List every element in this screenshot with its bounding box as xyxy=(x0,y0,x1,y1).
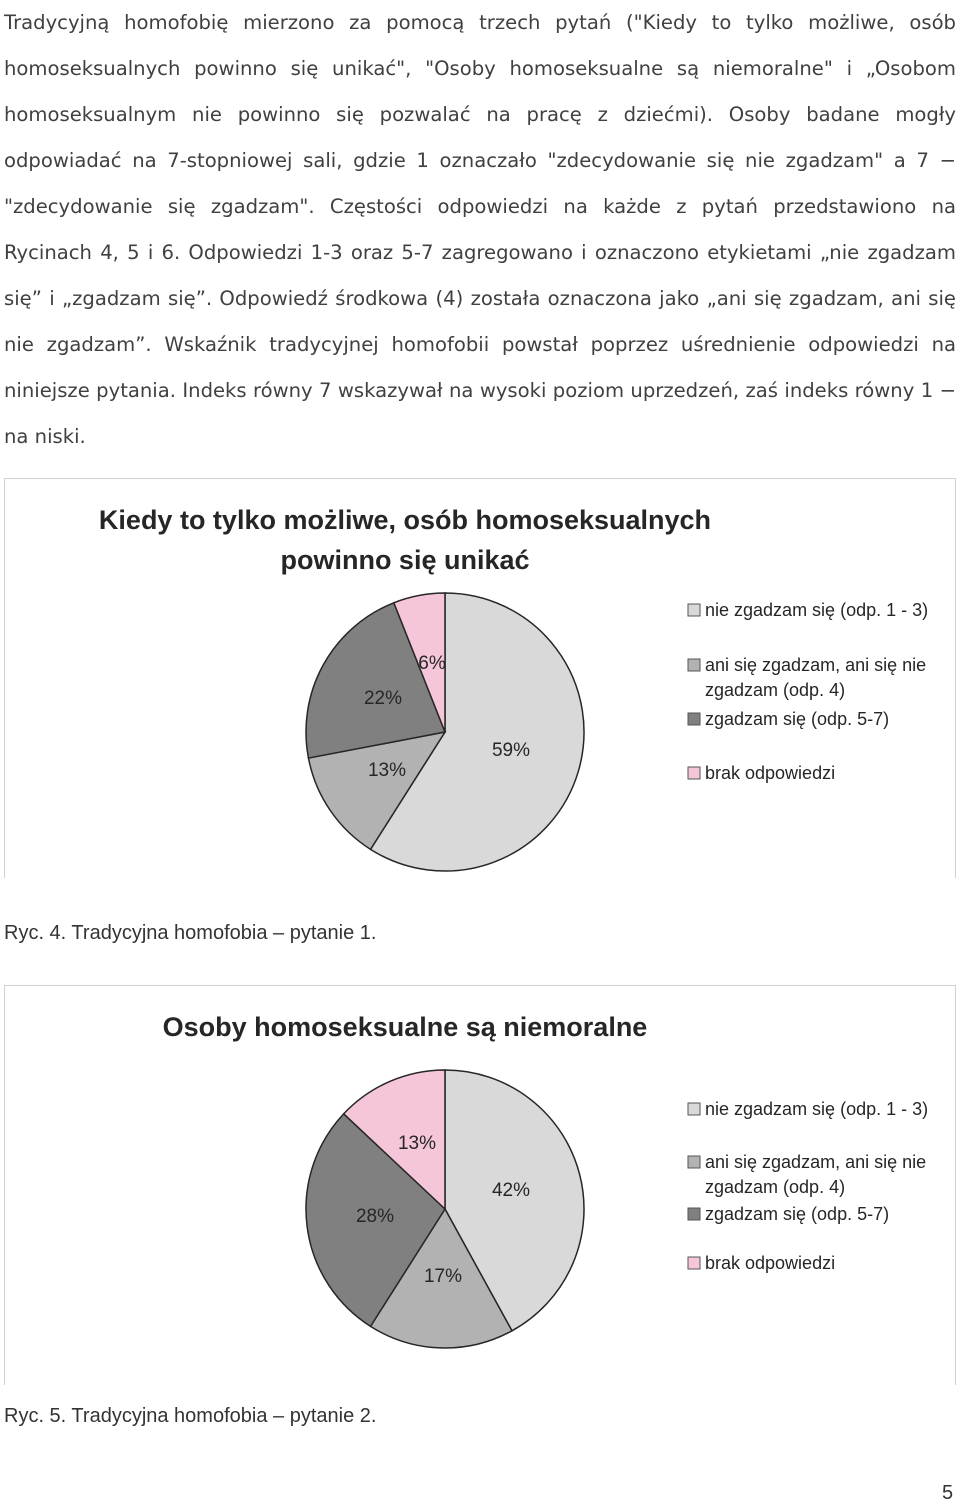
legend-swatch xyxy=(688,659,700,671)
pie-data-label: 59% xyxy=(491,740,531,761)
pie-chart-1 xyxy=(5,479,955,879)
pie-data-label: 17% xyxy=(423,1266,463,1287)
legend-label: zgadzam się (odp. 5-7) xyxy=(705,709,890,729)
pie-data-label: 28% xyxy=(355,1206,395,1227)
legend-swatch xyxy=(688,604,700,616)
legend-swatch xyxy=(688,767,700,779)
pie-data-label: 13% xyxy=(367,760,407,781)
legend-label: ani się zgadzam, ani się nie xyxy=(705,655,927,675)
legend-label: zgadzam (odp. 4) xyxy=(705,1177,846,1197)
pie-data-label: 22% xyxy=(363,688,403,709)
figure-caption-2: Ryc. 5. Tradycyjna homofobia – pytanie 2. xyxy=(4,1405,377,1427)
legend-label: zgadzam się (odp. 5-7) xyxy=(705,1204,890,1224)
body-paragraph: Tradycyjną homofobię mierzono za pomocą trzech pytań ("Kiedy to tylko możliwe, osób homoseksualnych powinno się unikać", "Osoby homoseksualne są niemoralne" i „Osobom homoseksualnym nie powinno się pozwalać na pracę z dziećmi). Osoby badane mogły odpowiadać na 7-stopniowej sali, gdzie 1 oznaczało "zdecydowanie się nie zgadzam" a 7 − "zdecydowanie się zgadzam". Częstości odpowiedzi na każde z pytań przedstawiono na Rycinach 4, 5 i 6. Odpowiedzi 1-3 oraz 5-7 zagregowano i oznaczono etykietami „nie zgadzam się” i „zgadzam się”. Odpowiedź środkowa (4) została oznaczona jako „ani się zgadzam, ani się nie zgadzam”. Wskaźnik tradycyjnej homofobii powstał poprzez uśrednienie odpowiedzi na niniejsze pytania. Indeks równy 7 wskazywał na wysoki poziom uprzedzeń, zaś indeks równy 1 − na niski. xyxy=(4,11,956,448)
pie-chart-figure-2 xyxy=(4,985,956,1385)
legend-label: ani się zgadzam, ani się nie xyxy=(705,1152,927,1172)
chart-title-line: Kiedy to tylko możliwe, osób homoseksualnych xyxy=(98,505,712,535)
pie-chart-2 xyxy=(5,986,955,1366)
legend-swatch xyxy=(688,713,700,725)
chart-title-line: powinno się unikać xyxy=(280,545,530,575)
legend-label: brak odpowiedzi xyxy=(705,1253,836,1273)
page-number: 5 xyxy=(942,1482,954,1504)
pie-chart-figure-1 xyxy=(4,478,956,878)
legend-label: nie zgadzam się (odp. 1 - 3) xyxy=(705,600,929,620)
legend-swatch xyxy=(688,1208,700,1220)
pie-data-label: 13% xyxy=(397,1133,437,1154)
pie-data-label: 42% xyxy=(491,1180,531,1201)
legend-label: brak odpowiedzi xyxy=(705,763,836,783)
legend-swatch xyxy=(688,1103,700,1115)
legend-label: zgadzam (odp. 4) xyxy=(705,680,846,700)
legend-swatch xyxy=(688,1156,700,1168)
pie-data-label: 6% xyxy=(418,653,446,674)
legend-swatch xyxy=(688,1257,700,1269)
legend-label: nie zgadzam się (odp. 1 - 3) xyxy=(705,1099,929,1119)
figure-caption-1: Ryc. 4. Tradycyjna homofobia – pytanie 1. xyxy=(4,922,377,944)
chart-title-line: Osoby homoseksualne są niemoralne xyxy=(162,1012,648,1042)
